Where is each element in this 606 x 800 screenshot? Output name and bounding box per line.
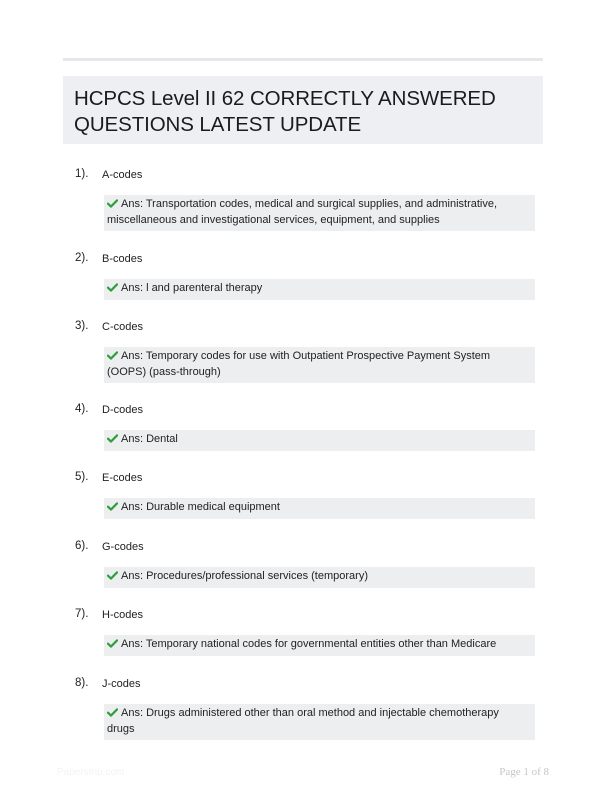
page-indicator: Page 1 of 8 (499, 766, 549, 778)
footer-watermark: Paperstrip.com (57, 767, 125, 778)
answer-box (104, 567, 535, 588)
answer-text: Ans: Drugs administered other than oral method and injectable chemotherapy drugs (107, 707, 499, 735)
answer-text: Ans: Procedures/professional services (temporary) (121, 570, 368, 582)
qa-item-7 (75, 608, 535, 656)
qa-item-2 (75, 252, 535, 300)
question-number: 3). (75, 320, 89, 332)
question-text: C-codes (102, 321, 143, 333)
answer-box (104, 347, 535, 383)
qa-item-8 (75, 677, 535, 740)
question-text: G-codes (102, 541, 144, 553)
check-icon (107, 571, 118, 580)
qa-item-3 (75, 320, 535, 383)
qa-item-1 (75, 168, 535, 231)
document-title: HCPCS Level II 62 CORRECTLY ANSWERED QUESTIONS LATEST UPDATE (74, 87, 496, 136)
question-number: 4). (75, 403, 89, 415)
check-icon (107, 283, 118, 292)
answer-box (104, 635, 535, 656)
check-icon (107, 199, 118, 208)
answer-text: Ans: Dental (121, 433, 178, 445)
answer-text: Ans: Temporary national codes for governmental entities other than Medicare (121, 638, 497, 650)
check-icon (107, 502, 118, 511)
check-icon (107, 434, 118, 443)
check-icon (107, 639, 118, 648)
question-text: A-codes (102, 169, 143, 181)
answer-box (104, 279, 535, 300)
top-divider (63, 58, 543, 61)
question-number: 8). (75, 677, 89, 689)
question-number: 6). (75, 540, 89, 552)
check-icon (107, 351, 118, 360)
question-text: B-codes (102, 253, 143, 265)
answer-text: Ans: Durable medical equipment (121, 501, 280, 513)
qa-item-6 (75, 540, 535, 588)
question-number: 7). (75, 608, 89, 620)
question-text: J-codes (102, 678, 141, 690)
answer-box (104, 498, 535, 519)
title-banner (63, 76, 543, 144)
answer-text: Ans: Transportation codes, medical and surgical supplies, and administrative, miscellaneous and investigational services, equipment, and supplies (107, 198, 498, 226)
question-text: D-codes (102, 404, 143, 416)
question-number: 2). (75, 252, 89, 264)
answer-box (104, 430, 535, 451)
answer-text: Ans: l and parenteral therapy (121, 282, 263, 294)
answer-text: Ans: Temporary codes for use with Outpatient Prospective Payment System (OOPS) (pass-through) (107, 350, 491, 378)
qa-item-5 (75, 471, 535, 519)
question-text: H-codes (102, 609, 143, 621)
answer-box (104, 704, 535, 740)
question-number: 5). (75, 471, 89, 483)
question-text: E-codes (102, 472, 143, 484)
answer-box (104, 195, 535, 231)
qa-item-4 (75, 403, 535, 451)
question-number: 1). (75, 168, 89, 180)
check-icon (107, 708, 118, 717)
